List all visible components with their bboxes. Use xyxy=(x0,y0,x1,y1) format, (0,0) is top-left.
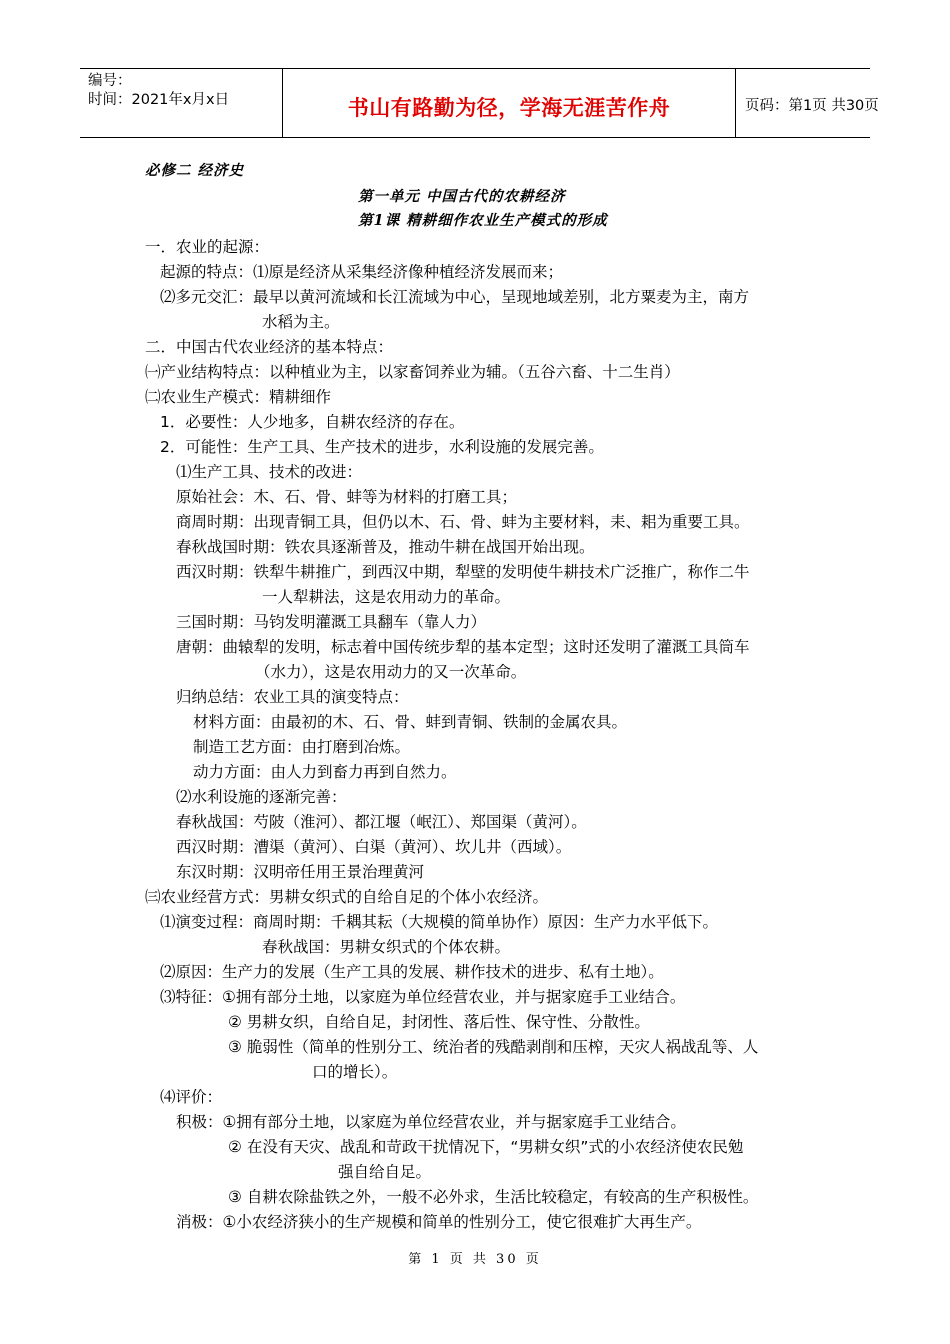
text-line: 归纳总结：农业工具的演变特点： xyxy=(176,688,409,706)
text-line: 西汉时期：漕渠（黄河）、白渠（黄河）、坎儿井（西域）。 xyxy=(176,838,572,856)
text-line: 1．必要性：人少地多，自耕农经济的存在。 xyxy=(160,413,465,431)
text-line: ⑶特征：①拥有部分土地，以家庭为单位经营农业，并与据家庭手工业结合。 xyxy=(160,988,686,1006)
text-line: ⑴生产工具、技术的改进： xyxy=(176,463,363,481)
text-line: ⑷评价： xyxy=(160,1088,223,1106)
page-info: 页码：第1页 共30页 xyxy=(745,98,879,114)
text-line: 起源的特点：⑴原是经济从采集经济像种植经济发展而来； xyxy=(160,263,564,281)
number-label: 编号： xyxy=(88,73,132,89)
date-label: 时间：2021年x月x日 xyxy=(88,92,230,108)
text-line: 强自给自足。 xyxy=(338,1163,432,1181)
text-line: （水力），这是农用动力的又一次革命。 xyxy=(255,663,527,681)
text-line: 消极：①小农经济狭小的生产规模和简单的性别分工，使它很难扩大再生产。 xyxy=(176,1213,702,1231)
text-line: 春秋战国：男耕女织式的个体农耕。 xyxy=(262,938,511,956)
text-line: 唐朝：曲辕犁的发明，标志着中国传统步犁的基本定型；这时还发明了灌溉工具筒车 xyxy=(176,638,750,656)
text-line: ⑵原因：生产力的发展（生产工具的发展、耕作技术的进步、私有土地）。 xyxy=(160,963,664,981)
text-line: ③ 自耕农除盐铁之外，一般不必外求，生活比较稳定，有较高的生产积极性。 xyxy=(228,1188,759,1206)
text-line: ⑴演变过程：商周时期：千耦其耘（大规模的简单协作）原因：生产力水平低下。 xyxy=(160,913,719,931)
text-line: 2．可能性：生产工具、生产技术的进步，水利设施的发展完善。 xyxy=(160,438,604,456)
text-line: 口的增长）。 xyxy=(312,1063,398,1081)
text-line: 西汉时期：铁犁牛耕推广，到西汉中期，犁壁的发明使牛耕技术广泛推广，称作二牛 xyxy=(176,563,750,581)
header-page-cell xyxy=(736,69,879,137)
text-line: ③ 脆弱性（简单的性别分工、统治者的残酷剥削和压榨，天灾人祸战乱等、人 xyxy=(228,1038,759,1056)
text-line: 一人犁耕法，这是农用动力的革命。 xyxy=(262,588,511,606)
text-line: 三国时期：马钧发明灌溉工具翻车（靠人力） xyxy=(176,613,487,631)
section-heading: 一．农业的起源： xyxy=(145,238,270,256)
text-line: ② 在没有天灾、战乱和苛政干扰情况下，“男耕女织”式的小农经济使农民勉 xyxy=(228,1138,744,1156)
text-line: ② 男耕女织，自给自足，封闭性、落后性、保守性、分散性。 xyxy=(228,1013,650,1031)
header-left-cell xyxy=(80,69,283,137)
header-motto-cell xyxy=(283,69,736,137)
page-footer: 第 1 页 共 30 页 xyxy=(408,1252,542,1267)
text-line: 春秋战国时期：铁农具逐渐普及，推动牛耕在战国开始出现。 xyxy=(176,538,595,556)
text-line: ㈠产业结构特点：以种植业为主，以家畜饲养业为辅。（五谷六畜、十二生肖） xyxy=(145,363,680,381)
text-line: 水稻为主。 xyxy=(262,313,340,331)
subject-title: 必修二 经济史 xyxy=(145,162,245,179)
text-line: 原始社会：木、石、骨、蚌等为材料的打磨工具； xyxy=(176,488,518,506)
text-line: ⑵水利设施的逐渐完善： xyxy=(176,788,347,806)
text-line: 商周时期：出现青铜工具，但仍以木、石、骨、蚌为主要材料，耒、耜为重要工具。 xyxy=(176,513,750,531)
section-heading: 二．中国古代农业经济的基本特点： xyxy=(145,338,394,356)
text-line: 动力方面：由人力到畜力再到自然力。 xyxy=(193,763,457,781)
text-line: 春秋战国：芍陂（淮河）、都江堰（岷江）、郑国渠（黄河）。 xyxy=(176,813,587,831)
text-line: 东汉时期：汉明帝任用王景治理黄河 xyxy=(176,863,425,881)
unit-title: 第一单元 中国古代的农耕经济 xyxy=(358,188,566,205)
text-line: 积极：①拥有部分土地，以家庭为单位经营农业，并与据家庭手工业结合。 xyxy=(176,1113,686,1131)
lesson-title: 第1课 精耕细作农业生产模式的形成 xyxy=(358,212,608,229)
text-line: 材料方面：由最初的木、石、骨、蚌到青铜、铁制的金属农具。 xyxy=(193,713,628,731)
text-line: ㈢农业经营方式：男耕女织式的自给自足的个体小农经济。 xyxy=(145,888,549,906)
text-line: ㈡农业生产模式：精耕细作 xyxy=(145,388,332,406)
motto: 书山有路勤为径，学海无涯苦作舟 xyxy=(347,96,671,120)
header-table xyxy=(80,68,879,138)
text-line: 制造工艺方面：由打磨到冶炼。 xyxy=(193,738,411,756)
text-line: ⑵多元交汇：最早以黄河流域和长江流域为中心，呈现地域差别，北方粟麦为主，南方 xyxy=(160,288,750,306)
